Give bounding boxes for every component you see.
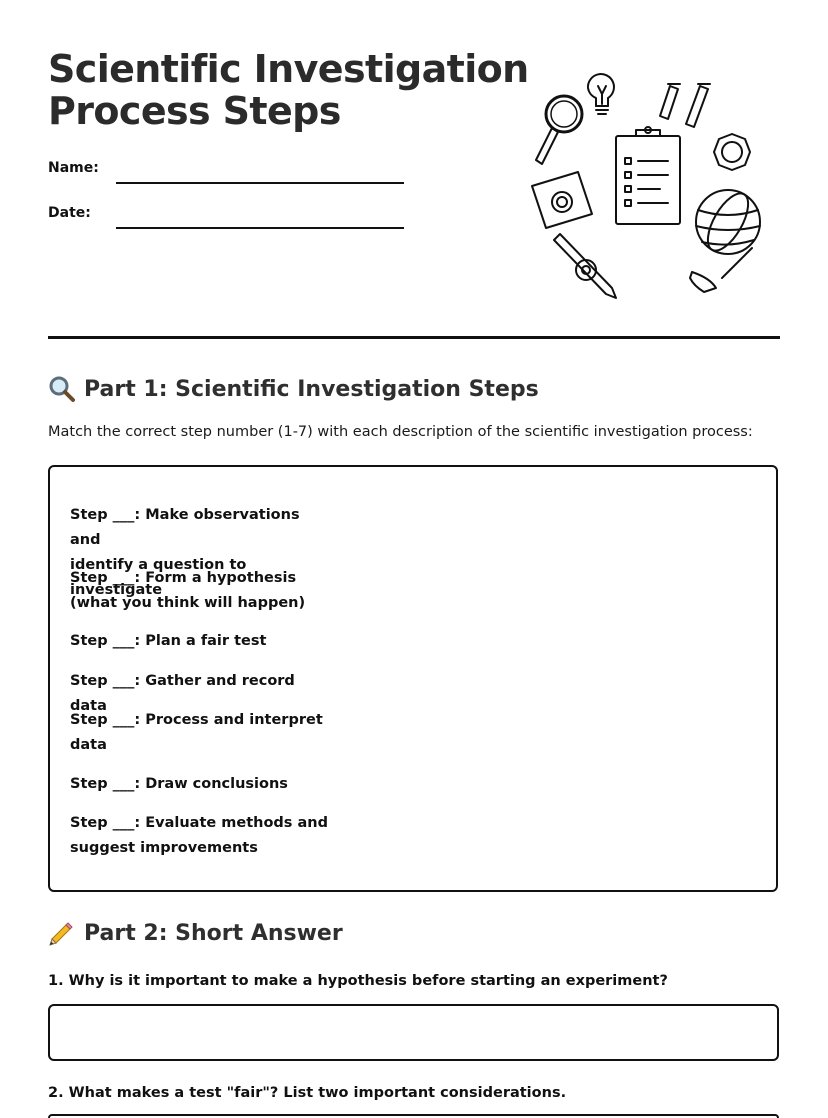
step-item[interactable]: Step ___: Process and interpret data — [70, 712, 323, 753]
date-label: Date: — [48, 205, 91, 221]
part1-title: Part 1: Scientific Investigation Steps — [84, 376, 539, 402]
pencil-icon — [554, 234, 616, 298]
title-line-2: Process Steps — [48, 89, 341, 133]
question-2: 2. What makes a test "fair"? List two important considerations. — [48, 1085, 567, 1101]
question-1: 1. Why is it important to make a hypothesis before starting an experiment? — [48, 973, 668, 989]
name-label: Name: — [48, 160, 99, 176]
header-divider — [48, 336, 780, 339]
globe-icon — [690, 187, 760, 292]
part1-instructions: Match the correct step number (1-7) with each description of the scientific investigation process: — [48, 424, 753, 440]
gear-icon — [714, 134, 750, 170]
step-item[interactable]: Step ___: Plan a fair test — [70, 633, 267, 649]
part2-heading — [48, 919, 343, 947]
name-field — [48, 160, 408, 190]
date-field — [48, 205, 408, 235]
step-item[interactable]: Step ___: Gather and record data — [70, 673, 295, 714]
pencil-icon — [48, 919, 76, 947]
gear-card-icon — [532, 172, 592, 228]
part2-title: Part 2: Short Answer — [84, 920, 343, 946]
page-title — [48, 48, 529, 132]
name-line[interactable] — [116, 182, 404, 184]
part1-heading — [48, 375, 539, 403]
steps-box — [48, 465, 778, 892]
title-line-1: Scientific Investigation — [48, 47, 529, 91]
magnifying-glass-icon — [48, 375, 76, 403]
step-item[interactable]: Step ___: Draw conclusions — [70, 776, 288, 792]
lightbulb-icon — [588, 74, 614, 114]
science-illustration — [524, 64, 770, 310]
step-item[interactable]: Step ___: Evaluate methods and suggest improvements — [70, 815, 328, 856]
clipboard-checklist-icon — [616, 127, 680, 224]
test-tubes-icon — [660, 84, 710, 127]
step-item[interactable]: Step ___: Make observations and identify a question to investigate — [70, 507, 300, 598]
magnifying-glass-icon — [536, 96, 582, 164]
answer-box-2[interactable] — [48, 1114, 779, 1118]
answer-box-1[interactable] — [48, 1004, 779, 1061]
date-line[interactable] — [116, 227, 404, 229]
step-item[interactable]: Step ___: Form a hypothesis (what you think will happen) — [70, 570, 306, 611]
